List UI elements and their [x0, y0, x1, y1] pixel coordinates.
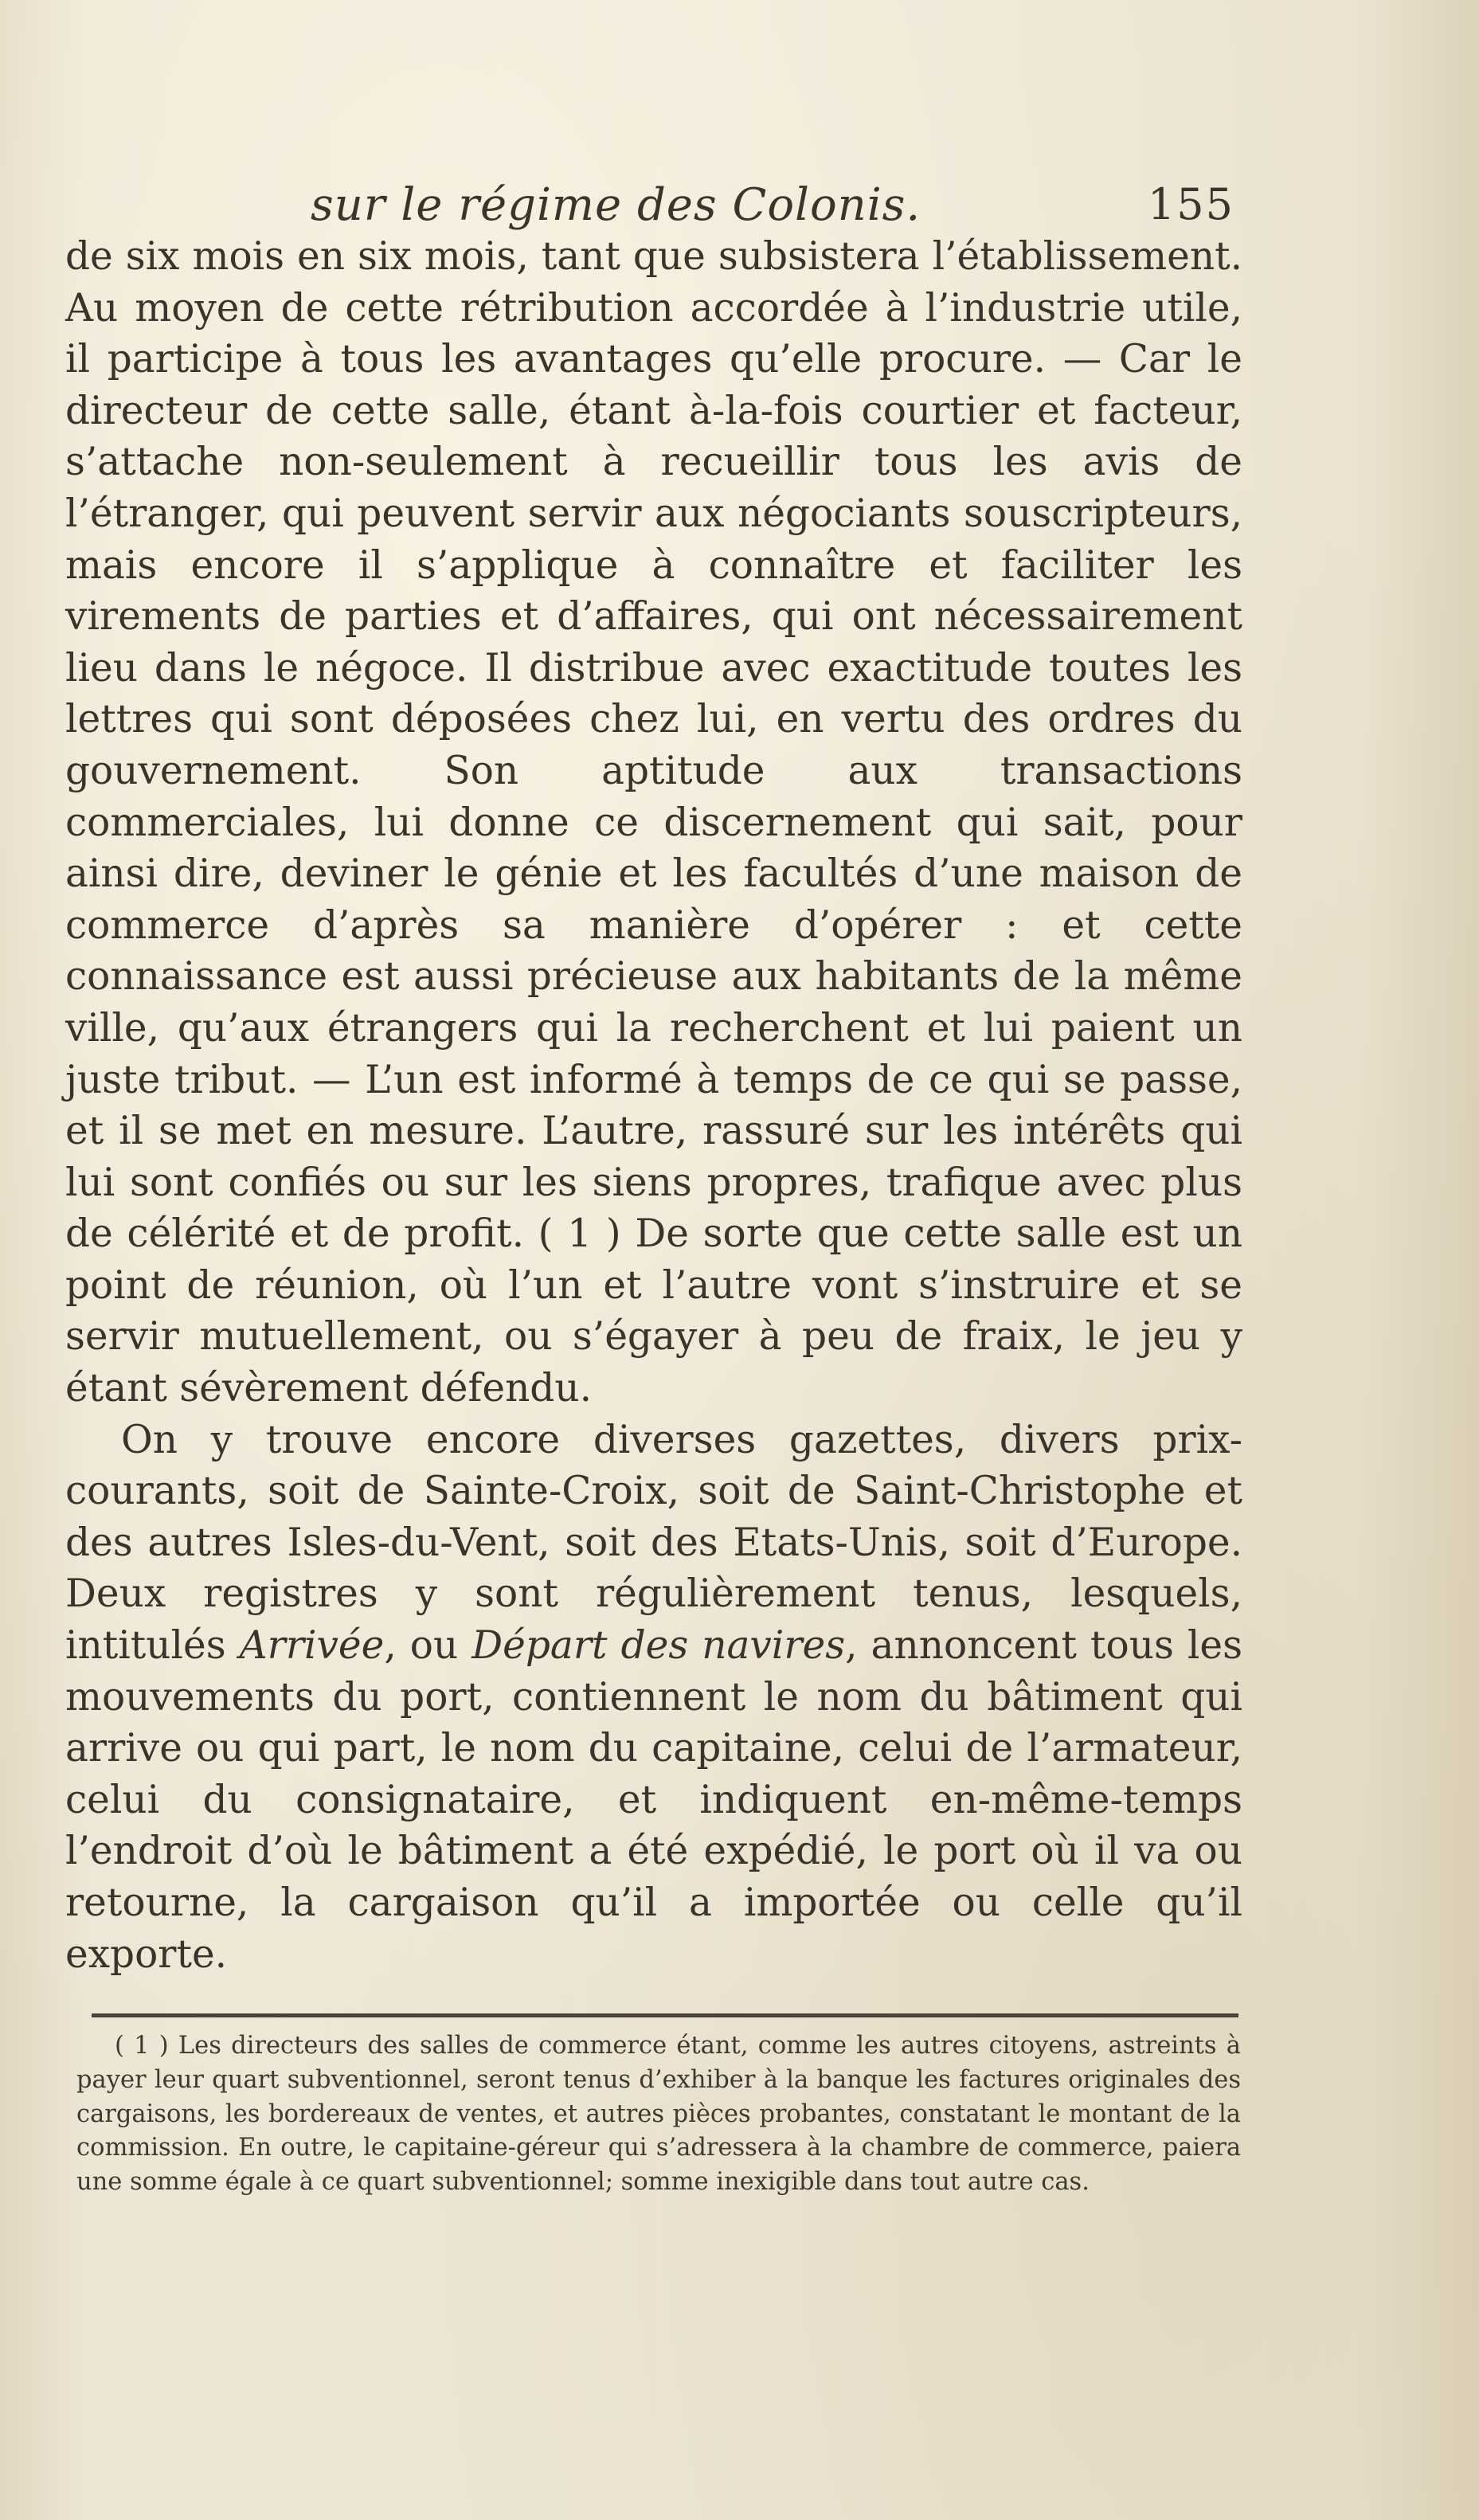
- main-text: [65, 231, 1242, 1980]
- paragraph-1-text-cont: De sorte que cette salle est un point de réunion, où l’un et l’autre vont s’instruire et se servir mutuellement, ou s’égayer à peu de fraix, le jeu y étant sévèrement défendu.: [65, 1211, 1243, 1411]
- paragraph-1: [65, 231, 1242, 1415]
- paragraph-2-text-cont: , annoncent tous les mouvements du port, contiennent le nom du bâtiment qui arrive ou qui part, le nom du capitaine, celui de l’armateur, celui du consignataire, et indiquent en-même-temps l’endroit d’où le bâtiment a été expédié, le port où il va ou retourne, la cargaison qu’il a importée ou celle qu’il exporte.: [65, 1623, 1242, 1977]
- footnote: [76, 2029, 1241, 2200]
- paragraph-1-text: de six mois en six mois, tant que subsistera l’établissement. Au moyen de cette rétribution accordée à l’industrie utile, il participe à tous les avantages qu’elle procure. — Car le directeur de cette salle, étant à-la-fois courtier et facteur, s’attache non-seulement à recueillir tous les avis de l’étranger, qui peuvent servir aux négociants souscripteurs, mais encore il s’applique à connaître et faciliter les virements de parties et d’affaires, qui ont nécessairement lieu dans le négoce. Il distribue avec exactitude toutes les lettres qui sont déposées chez lui, en vertu des ordres du gouvernement. Son aptitude aux transactions commerciales, lui donne ce discernement qui sait, pour ainsi dire, deviner le génie et les facultés d’une maison de commerce d’après sa manière d’opérer : et cette connaissance est aussi précieuse aux habitants de la même ville, qu’aux étrangers qui la recherchent et lui paient un juste tribut. — L’un est informé à temps de ce qui se passe, et il se met en mesure. L’autre, rassuré sur les intérêts qui lui sont confiés ou sur les siens propres, trafique avec plus de célérité et de profit.: [65, 234, 1242, 1257]
- footnote-divider: [92, 2013, 1238, 2017]
- running-title: sur le régime des Colonis.: [311, 179, 921, 231]
- register-title-arrivee: Arrivée: [239, 1623, 385, 1669]
- paragraph-2-text: On y trouve encore diverses gazettes, divers prix-courants, soit de Sainte-Croix, soit de Saint-Christophe et des autres Isles-du-Vent, soit des Etats-Unis, soit d’Europe. Deux registres y sont régulièrement tenus, lesquels, intitulés: [65, 1417, 1242, 1669]
- paragraph-2-separator: , ou: [384, 1623, 459, 1669]
- page-number: 155: [1147, 179, 1234, 229]
- footnote-reference: ( 1 ): [538, 1211, 621, 1257]
- register-title-depart: Départ des navires: [471, 1623, 846, 1669]
- paragraph-2: [65, 1415, 1242, 1981]
- footnote-text: ( 1 ) Les directeurs des salles de commerce étant, comme les autres citoyens, astreints à payer leur quart subventionnel, seront tenus d’exhiber à la banque les factures originales des cargaisons, les bordereaux de ventes, et autres pièces probantes, constatant le montant de la commission. En outre, le capitaine-géreur qui s’adressera à la chambre de commerce, paiera une somme égale à ce quart subventionnel; somme inexigible dans tout autre cas.: [76, 2032, 1241, 2197]
